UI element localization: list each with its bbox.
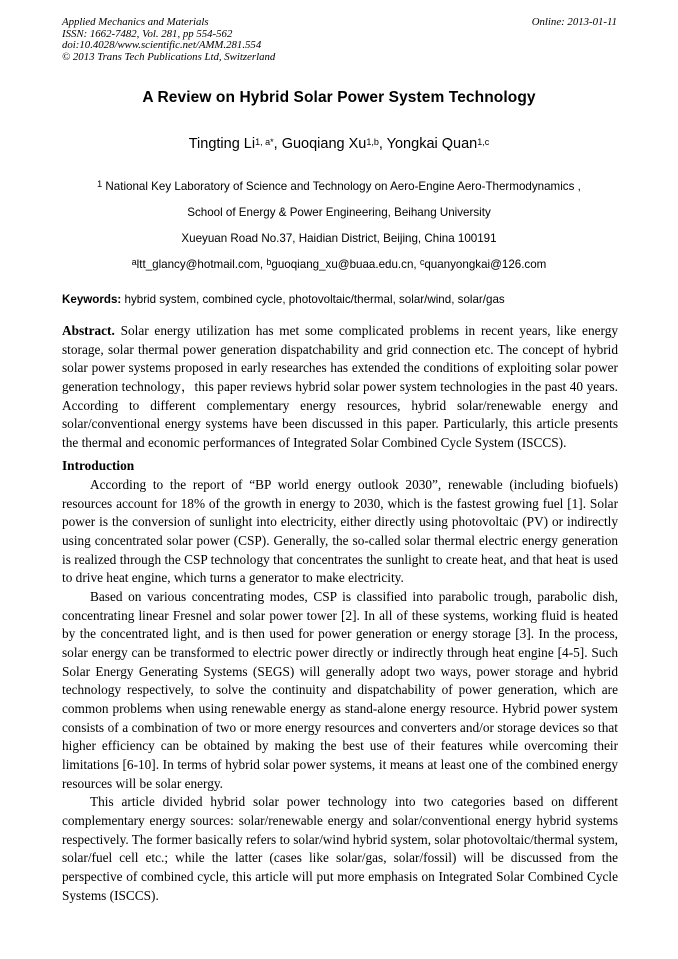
author-name: Yongkai Quan bbox=[386, 136, 478, 153]
email-superscript: a bbox=[131, 257, 137, 268]
email-address: quanyongkai@126.com bbox=[424, 258, 547, 272]
introduction-paragraph-2: Based on various concentrating modes, CSP is classified into parabolic trough, parabolic dish, concentrating linear Fresnel and solar power tower [2]. In all of these systems, working fluid is heated by the concentrated light, and is then used for power generation or energy storage [3]. In the process, solar energy can be transformed to electric power directly or indirectly through heat engine [4-5]. Such Solar Energy Generating Systems (SEGS) will generally adopt two ways, power storage and hybrid technology respectively, to solve the continuity and dispatchability of power generation, which are common problems when using renewable energy as stand-alone energy resource. Hybrid power system consists of a combination of two or more energy resources and converters and/or storage devices so that higher efficiency can be obtained by making the best use of their features while overcoming their limitations [6-10]. In terms of hybrid solar power systems, it means at least one of the combined energy resources will be solar energy. bbox=[62, 589, 618, 791]
copyright-line: © 2013 Trans Tech Publications Ltd, Switzerland bbox=[62, 50, 276, 63]
online-date: Online: 2013-01-11 bbox=[531, 16, 617, 28]
author-separator: , bbox=[378, 136, 387, 153]
email-address: guoqiang_xu@buaa.edu.cn bbox=[271, 258, 414, 272]
abstract-paragraph bbox=[62, 322, 618, 453]
section-heading-introduction: Introduction bbox=[62, 458, 135, 474]
author-separator: , bbox=[273, 136, 282, 153]
affiliation-line-3: Xueyuan Road No.37, Haidian District, Beijing, China 100191 bbox=[181, 232, 497, 246]
affiliation-line-1 bbox=[0, 180, 678, 194]
affiliation-block bbox=[0, 180, 678, 272]
author-name: Tingting Li bbox=[188, 136, 256, 153]
email-address: ltt_glancy@hotmail.com bbox=[136, 258, 260, 272]
keywords-label: Keywords: bbox=[62, 292, 122, 306]
paper-title: A Review on Hybrid Solar Power System Technology bbox=[142, 89, 536, 107]
author-superscript: 1, a* bbox=[255, 137, 274, 148]
author-superscript: 1,c bbox=[477, 137, 490, 148]
affiliation-text: National Key Laboratory of Science and Technology on Aero-Engine Aero-Thermodynamics , bbox=[102, 180, 581, 194]
email-superscript: b bbox=[266, 257, 272, 268]
doi-line: doi:10.4028/www.scientific.net/AMM.281.554 bbox=[62, 39, 262, 52]
introduction-paragraph-1: According to the report of “BP world energy outlook 2030”, renewable (including biofuels) resources account for 18% of the growth in energy to 2030, which is the fastest growing fuel [1]. Solar power is the conversion of sunlight into electricity, either directly using photovoltaic (PV) or indirectly using concentrated solar power (CSP). Generally, the so-called solar thermal electric energy generation is realized through the CSP technology that concentrates the sunlight to create heat, and that heat is used to drive heat engine, which turns a generator to make electricity. bbox=[62, 477, 618, 586]
journal-header-left bbox=[62, 17, 275, 63]
emails-line bbox=[0, 258, 678, 272]
journal-name: Applied Mechanics and Materials bbox=[62, 16, 209, 28]
issn-volume-pages: ISSN: 1662-7482, Vol. 281, pp 554-562 bbox=[62, 27, 233, 40]
keywords-line bbox=[62, 293, 618, 307]
email-superscript: c bbox=[419, 257, 425, 268]
introduction-paragraph-3: This article divided hybrid solar power technology into two categories based on different complementary energy sources: solar/renewable energy and solar/conventional energy hybrid systems respectively. The former basically refers to solar/wind hybrid system, solar photovoltaic/thermal system, solar/fuel cell etc.; while the latter (cases like solar/gas, solar/fossil) will be discussed from the perspective of combined cycle, this article will put more emphasis on Integrated Solar Combined Cycle Systems (ISCCS). bbox=[62, 794, 618, 903]
affiliation-line-2: School of Energy & Power Engineering, Beihang University bbox=[187, 206, 491, 220]
keywords-text: hybrid system, combined cycle, photovoltaic/thermal, solar/wind, solar/gas bbox=[121, 292, 505, 306]
authors-line bbox=[0, 136, 678, 152]
email-separator: , bbox=[413, 258, 420, 272]
abstract-text: Solar energy utilization has met some complicated problems in recent years, like energy storage, solar thermal power generation dispatchability and grid connection etc. The concept of hybrid solar power systems proposed in early researches has extended the conditions of exploiting solar power generation technology，this paper reviews hybrid solar power system technologies in the past 40 years. According to different complementary energy resources, hybrid solar/renewable energy and solar/conventional energy systems have been discussed in this paper. Particularly, this article presents the thermal and economic performances of Integrated Solar Combined Cycle System (ISCCS). bbox=[62, 322, 618, 450]
author-name: Guoqiang Xu bbox=[281, 136, 367, 153]
author-superscript: 1,b bbox=[366, 137, 379, 148]
email-separator: , bbox=[259, 258, 267, 272]
journal-header bbox=[0, 0, 678, 63]
affiliation-superscript: 1 bbox=[97, 179, 103, 190]
abstract-label: Abstract. bbox=[62, 322, 115, 338]
